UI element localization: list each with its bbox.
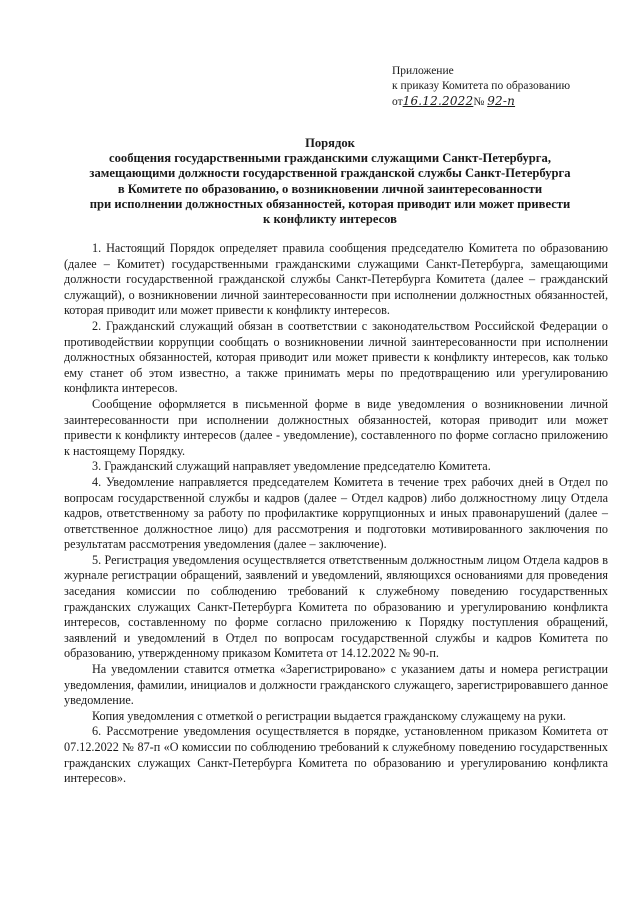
- paragraph-5-copy: Копия уведомления с отметкой о регистрации выдается гражданскому служащему на руки.: [92, 708, 566, 723]
- handwritten-date: 16.12.2022: [402, 94, 474, 108]
- title-heading: Порядок: [305, 136, 355, 150]
- paragraph-2: 2. Гражданский служащий обязан в соответствии с законодательством Российской Федерации о противодействии коррупции сообщать о возникновении личной заинтересованности при исполнении должностных обязанностей, которая приводит или может привести к конфликту интересов, как только ему станет об этом известно, а также принимать меры по предотвращению или урегулированию конфликта интересов.: [64, 318, 608, 396]
- document-title: [60, 136, 600, 227]
- date-prefix: от: [392, 96, 403, 108]
- title-line: сообщения государственными гражданскими служащими Санкт-Петербурга,: [109, 151, 551, 166]
- paragraph-6: 6. Рассмотрение уведомления осуществляется в порядке, установленном приказом Комитета от 07.12.2022 № 87-п «О комиссии по соблюдению требований к служебному поведению государственных гражданских служащих Санкт-Петербурга Комитета по образованию и урегулированию конфликта интересов».: [64, 724, 608, 786]
- handwritten-number: 92-п: [487, 94, 516, 108]
- appendix-block: [392, 64, 612, 110]
- appendix-line-2: к приказу Комитета по образованию: [392, 80, 571, 92]
- paragraph-5-mark: На уведомлении ставится отметка «Зарегистрировано» с указанием даты и номера регистрации уведомления, фамилии, инициалов и должности гражданского служащего, зарегистрировавшего данное уведомление.: [64, 662, 608, 708]
- appendix-line-1: Приложение: [392, 65, 454, 77]
- paragraph-4: 4. Уведомление направляется председателем Комитета в течение трех рабочих дней в Отдел по вопросам государственной службы и кадров (далее – Отдел кадров) либо должностному лицу Отдела кадров, ответственному за работу по профилактике коррупционных и иных правонарушений (далее – ответственное должностное лицо) для рассмотрения и подготовки мотивированного заключения по результатам рассмотрения уведомления (далее – заключение).: [64, 474, 608, 552]
- title-line: в Комитете по образованию, о возникновении личной заинтересованности: [117, 181, 543, 196]
- document-body: [64, 241, 608, 787]
- title-line: при исполнении должностных обязанностей, которая приводит или может привести: [89, 196, 571, 211]
- paragraph-1: 1. Настоящий Порядок определяет правила сообщения председателю Комитета по образованию (далее – Комитет) государственными гражданскими служащими Санкт-Петербурга, замещающими должности государственной гражданской службы Санкт-Петербурга Комитета (далее – гражданский служащий), о возникновении личной заинтересованности при исполнении должностных обязанностей, которая приводит или может привести к конфликту интересов.: [64, 241, 608, 318]
- appendix-date-line: [392, 94, 612, 110]
- number-prefix: №: [473, 96, 485, 108]
- paragraph-2-notice: Сообщение оформляется в письменной форме в виде уведомления о возникновении личной заинтересованности при исполнении должностных обязанностей, которая приводит или может привести к конфликту интересов (далее - уведомление), составленного по форме согласно приложению к настоящему Порядку.: [64, 396, 608, 458]
- paragraph-3: 3. Гражданский служащий направляет уведомление председателю Комитета.: [92, 459, 491, 474]
- title-line: замещающими должности государственной гражданской службы Санкт-Петербурга: [89, 166, 571, 181]
- paragraph-5: 5. Регистрация уведомления осуществляется ответственным должностным лицом Отдела кадров в журнале регистрации обращений, заявлений и уведомлений, являющихся основаниями для проведения заседания комиссии по соблюдению требований к служебному поведению государственных гражданских служащих Санкт-Петербурга Комитета по образованию и урегулированию конфликта интересов, составленному по форме согласно приложению к Порядку поступления обращений, заявлений и уведомлений в Отдел по вопросам государственной службы и кадров Комитета по образованию, утвержденному приказом Комитета от 14.12.2022 № 90-п.: [64, 552, 608, 661]
- title-line: к конфликту интересов: [263, 212, 397, 227]
